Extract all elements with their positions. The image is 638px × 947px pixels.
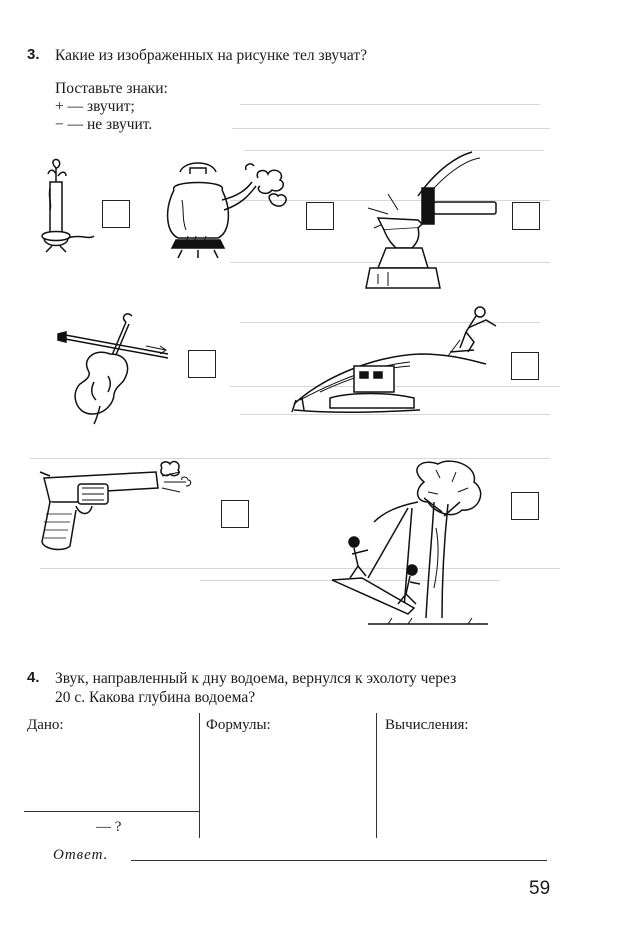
answer-box-candle[interactable] <box>102 200 130 228</box>
calculations-input-area[interactable] <box>382 740 582 835</box>
violin-picture <box>56 310 176 426</box>
skier-picture <box>290 300 504 424</box>
table-divider-1 <box>199 713 200 838</box>
hammer-anvil-picture <box>348 148 504 290</box>
answer-line <box>131 860 547 861</box>
answer-input[interactable] <box>131 842 547 860</box>
instruction-text: Поставьте знаки: <box>55 80 168 97</box>
answer-box-kettle[interactable] <box>306 202 334 230</box>
legend-plus: + — звучит; <box>55 98 135 115</box>
swing-tree-picture <box>328 458 492 630</box>
given-input-area[interactable] <box>26 740 196 808</box>
question-3-text: Какие из изображенных на рисунке тел звучат? <box>55 47 368 64</box>
answer-box-revolver[interactable] <box>221 500 249 528</box>
table-divider-2 <box>376 713 377 838</box>
question-4-number: 4. <box>27 669 40 686</box>
page-number: 59 <box>529 878 551 899</box>
answer-box-violin[interactable] <box>188 350 216 378</box>
formulas-header: Формулы: <box>206 717 271 733</box>
calculations-header: Вычисления: <box>385 717 469 733</box>
question-3-number: 3. <box>27 46 40 63</box>
kettle-picture <box>162 160 292 260</box>
formulas-input-area[interactable] <box>205 740 371 835</box>
given-separator <box>24 811 199 812</box>
question-4-text-line1: Звук, направленный к дну водоема, вернулся к эхолоту через <box>55 670 457 687</box>
answer-label: Ответ. <box>53 847 109 863</box>
question-4-text-line2: 20 с. Какова глубина водоема? <box>55 689 256 706</box>
candle-picture <box>36 158 98 254</box>
unknown-marker: — ? <box>96 819 122 835</box>
answer-box-hammer[interactable] <box>512 202 540 230</box>
revolver-picture <box>30 458 198 554</box>
legend-minus: − — не звучит. <box>55 116 153 133</box>
answer-box-skier[interactable] <box>511 352 539 380</box>
given-header: Дано: <box>27 717 64 733</box>
answer-box-swing[interactable] <box>511 492 539 520</box>
